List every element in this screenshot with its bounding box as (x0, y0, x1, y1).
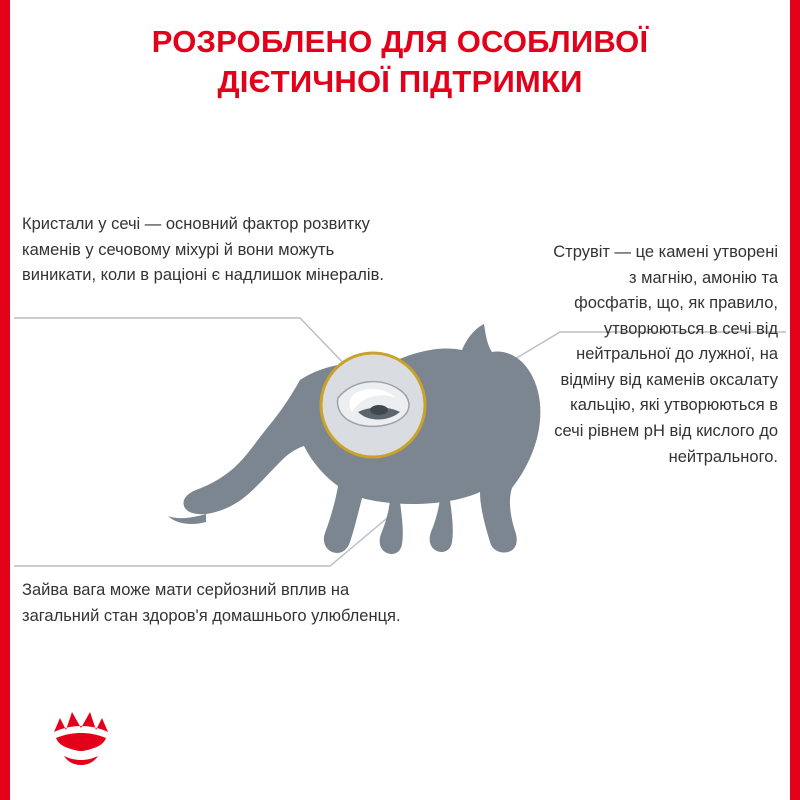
page-title-line-1: РОЗРОБЛЕНО ДЛЯ ОСОБЛИВОЇ (151, 24, 649, 59)
callout-bottom-left: Зайва вага може мати серйозний вплив на загальний стан здоров'я домашнього улюбленця. (22, 581, 401, 625)
page-title (60, 22, 740, 101)
callout-right: Струвіт — це камені утворені з магнію, амонію та фосфатів, що, як правило, утворюються в сечі від нейтральної до лужної, на відміну від каменів оксалату кальцію, які утворюються в сечі рівнем pH від кислого до нейтрального. (553, 243, 778, 466)
urinary-crystal-magnifier-icon (318, 350, 428, 460)
right-red-bar (790, 0, 800, 800)
left-red-bar (0, 0, 10, 800)
royal-canin-crown-logo (48, 704, 114, 770)
page-title-line-2: ДІЄТИЧНОЇ ПІДТРИМКИ (217, 63, 583, 99)
callout-top-left: Кристали у сечі — основний фактор розвитку каменів у сечовому міхурі й вони можуть виникати, коли в раціоні є надлишок мінералів. (22, 215, 384, 285)
